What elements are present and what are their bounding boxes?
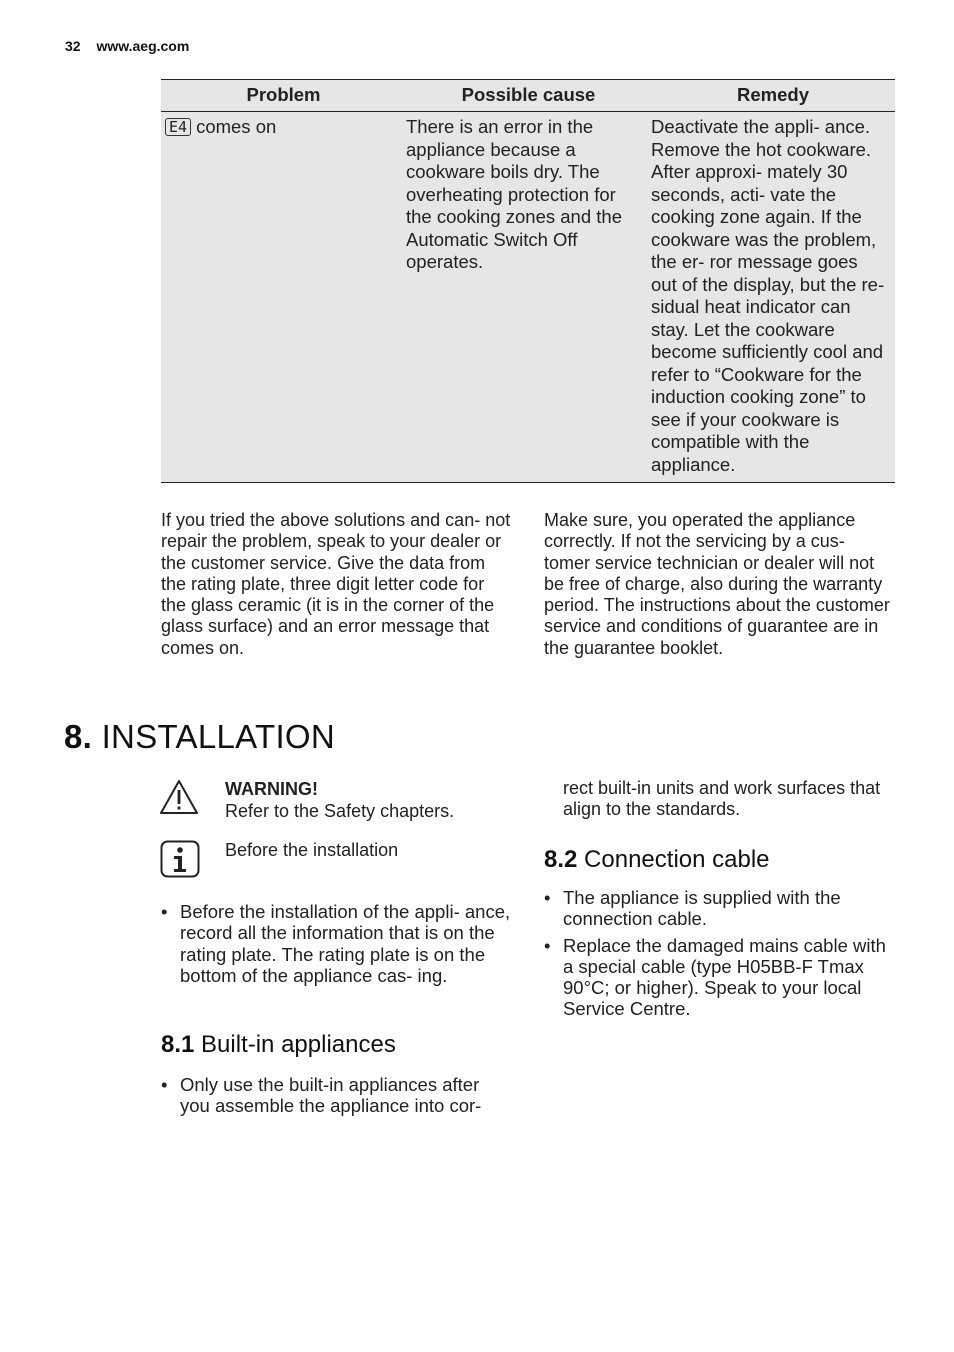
column-header-remedy: Remedy [651, 80, 895, 112]
table-header-row [161, 80, 895, 112]
section-number: 8. [64, 718, 93, 755]
problem-cell [161, 112, 406, 483]
troubleshooting-table [161, 79, 895, 483]
info-text: Before the installation [225, 840, 399, 860]
list-item: • The appliance is supplied with the connection cable. [544, 887, 889, 930]
list-item: • Before the installation of the appli- ance, record all the information that is on the rating plate. The rating plate is on the bottom of the appliance cas- ing. [161, 901, 511, 986]
cause-cell [406, 112, 651, 483]
built-in-continuation: rect built-in units and work surfaces that align to the standards. [563, 778, 881, 820]
section-title-text: INSTALLATION [101, 718, 336, 755]
subsection-title-text: Connection cable [584, 846, 770, 873]
warning-triangle-icon [159, 779, 199, 820]
built-in-bullets [161, 1074, 506, 1122]
column-header-cause: Possible cause [406, 80, 651, 112]
subsection-number: 8.2 [544, 846, 578, 873]
subsection-title-8-1 [161, 1031, 396, 1059]
remedy-text: Deactivate the appli- ance. Remove the hot cookware. After approxi- mately 30 seconds, acti- vate the cooking zone again. If the cookware was the problem, the er- ror message goes out of the display, but the re- sidual heat indicator can stay. Let the cookware become sufficiently cool and refer to “Cookware for the induction cooking zone” to see if your cookware is compatible with the appliance. [651, 116, 885, 475]
table-row [161, 112, 895, 483]
section-title [64, 718, 335, 756]
list-item: • Only use the built-in appliances after you assemble the appliance into cor- [161, 1074, 506, 1117]
subsection-title-8-2 [544, 846, 770, 874]
page-number: 32 [65, 38, 81, 54]
problem-text: comes on [196, 116, 277, 137]
error-code-display: E4 [165, 118, 191, 136]
service-advice-paragraph: If you tried the above solutions and can- not repair the problem, speak to your dealer or the customer service. Give the data from the rating plate, three digit letter code for the glass ceramic (it is in the corner of the glass surface) and an error message that comes on. [161, 510, 511, 658]
column-header-problem: Problem [161, 80, 406, 112]
subsection-number: 8.1 [161, 1031, 195, 1058]
info-icon [160, 840, 200, 883]
cause-text: There is an error in the appliance because a cookware boils dry. The overheating protection for the cooking zones and the Automatic Switch Off operates. [406, 116, 622, 272]
list-item: • Replace the damaged mains cable with a special cable (type H05BB-F Tmax 90°C; or higher). Speak to your local Service Centre. [544, 935, 889, 1020]
warranty-paragraph: Make sure, you operated the appliance correctly. If not the servicing by a cus- tomer service technician or dealer will not be free of charge, also during the warranty period. The instructions about the customer service and conditions of guarantee are in the guarantee booklet. [544, 510, 890, 658]
connection-cable-bullets [544, 887, 889, 1025]
page-header [65, 38, 189, 54]
installation-bullets [161, 901, 511, 991]
website-url: www.aeg.com [96, 38, 190, 54]
warning-title: WARNING! [225, 779, 318, 799]
warning-text: Refer to the Safety chapters. [225, 801, 455, 821]
subsection-title-text: Built-in appliances [201, 1031, 396, 1058]
warning-block [225, 778, 454, 822]
remedy-cell [651, 112, 895, 483]
